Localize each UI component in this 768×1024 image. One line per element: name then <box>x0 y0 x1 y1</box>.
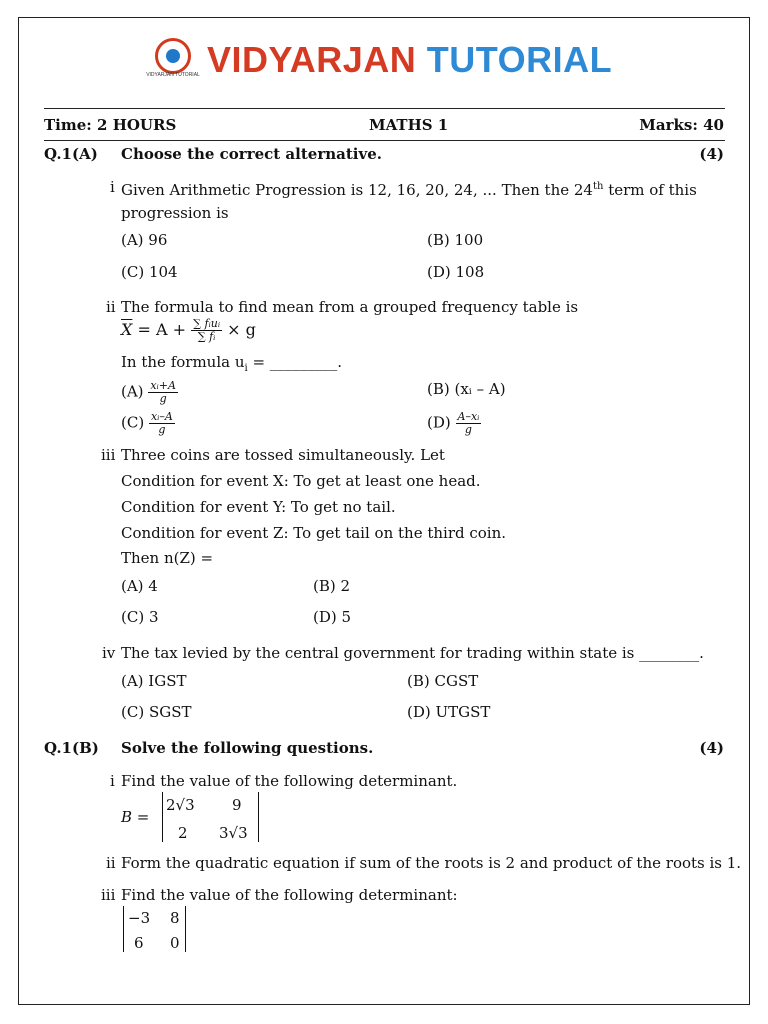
time-label: Time: 2 HOURS <box>44 116 177 134</box>
q1b-label: Q.1(B) <box>44 739 99 757</box>
q-i-number: i <box>110 178 115 196</box>
q-iii-option-d: (D) 5 <box>313 608 352 626</box>
det-b-lhs: B = <box>121 808 150 826</box>
q-i-option-a: (A) 96 <box>121 231 168 249</box>
q-i-option-b: (B) 100 <box>427 231 484 249</box>
det-2-cell-12: 8 <box>170 909 180 927</box>
q-ii-number: ii <box>106 298 116 316</box>
subject-label: MATHS 1 <box>369 116 449 134</box>
q-iv-option-b: (B) CGST <box>407 672 479 690</box>
q-ii-option-b: (B) (xᵢ – A) <box>427 380 506 398</box>
q1b-iii-text: Find the value of the following determinant: <box>121 886 458 904</box>
header-rule-top <box>44 108 725 109</box>
q-iv-option-d: (D) UTGST <box>407 703 491 721</box>
mean-formula: $\overline{X} = A$ + $\frac{\text{∑ fᵢuᵢ}}{\text{∑ fᵢ}}$ × g <box>121 317 256 343</box>
det-b-cell-22: 3√3 <box>219 824 248 842</box>
det-2-cell-22: 0 <box>170 934 180 952</box>
q-iii-number: iii <box>101 446 116 464</box>
logo-word-1: VIDYARJAN <box>207 39 417 80</box>
det-b-cell-21: 2 <box>178 824 188 842</box>
det-2-cell-11: −3 <box>128 909 151 927</box>
q1b-ii-number: ii <box>106 854 116 872</box>
q-ii-option-a: (A) $\frac{\text{xᵢ+A}}{g}$ <box>121 379 176 405</box>
q1a-label: Q.1(A) <box>44 145 98 163</box>
q-iii-line3: Condition for event Y: To get no tail. <box>121 498 396 516</box>
q-ii-option-c: (C) $\frac{\text{xᵢ–A}}{g}$ <box>121 410 173 436</box>
q-i-option-c: (C) 104 <box>121 263 178 281</box>
q1b-title: Solve the following questions. <box>121 739 374 757</box>
q1b-i-text: Find the value of the following determinant. <box>121 772 458 790</box>
q-iii-line1: Three coins are tossed simultaneously. Let <box>121 446 445 464</box>
q-iv-number: iv <box>102 644 116 662</box>
q-i-option-d: (D) 108 <box>427 263 485 281</box>
det-2-cell-21: 6 <box>134 934 144 952</box>
logo-icon <box>155 38 191 74</box>
q-iii-option-c: (C) 3 <box>121 608 159 626</box>
q-ii-line2: In the formula $u_i$ = _________. <box>121 353 343 374</box>
q1a-marks: (4) <box>699 145 724 163</box>
q-iv-option-c: (C) SGST <box>121 703 192 721</box>
q-iii-option-b: (B) 2 <box>313 577 351 595</box>
logo-word-2: TUTORIAL <box>426 39 613 80</box>
q1b-marks: (4) <box>699 739 724 757</box>
q-i-text-cont: progression is <box>121 204 229 222</box>
q1b-i-number: i <box>110 772 115 790</box>
q-ii-option-d: (D) $\frac{\text{A–xᵢ}}{g}$ <box>427 410 480 436</box>
logo-small-text: VIDYARJAN TUTORIAL <box>146 72 200 78</box>
marks-label: Marks: 40 <box>639 116 724 134</box>
q-ii-text: The formula to find mean from a grouped frequency table is <box>121 298 579 316</box>
q1b-iii-number: iii <box>101 886 116 904</box>
det-b-cell-11: 2√3 <box>166 796 195 814</box>
q-iv-text: The tax levied by the central government for trading within state is ________. <box>121 644 704 662</box>
q-iii-line4: Condition for event Z: To get tail on the third coin. <box>121 524 507 542</box>
det-b-cell-12: 9 <box>232 796 242 814</box>
q-iii-line2: Condition for event X: To get at least one head. <box>121 472 481 490</box>
q-iv-option-a: (A) IGST <box>121 672 187 690</box>
q-i-text: Given Arithmetic Progression is 12, 16, 20, 24, ... Then the 24th term of this <box>121 181 697 199</box>
q-iii-line5: Then n(Z) = <box>121 549 214 567</box>
logo-title <box>207 40 612 80</box>
header-rule-bottom <box>44 140 725 141</box>
q1a-title: Choose the correct alternative. <box>121 145 382 163</box>
q-iii-option-a: (A) 4 <box>121 577 158 595</box>
q1b-ii-text: Form the quadratic equation if sum of the roots is 2 and product of the roots is 1. <box>121 854 742 872</box>
